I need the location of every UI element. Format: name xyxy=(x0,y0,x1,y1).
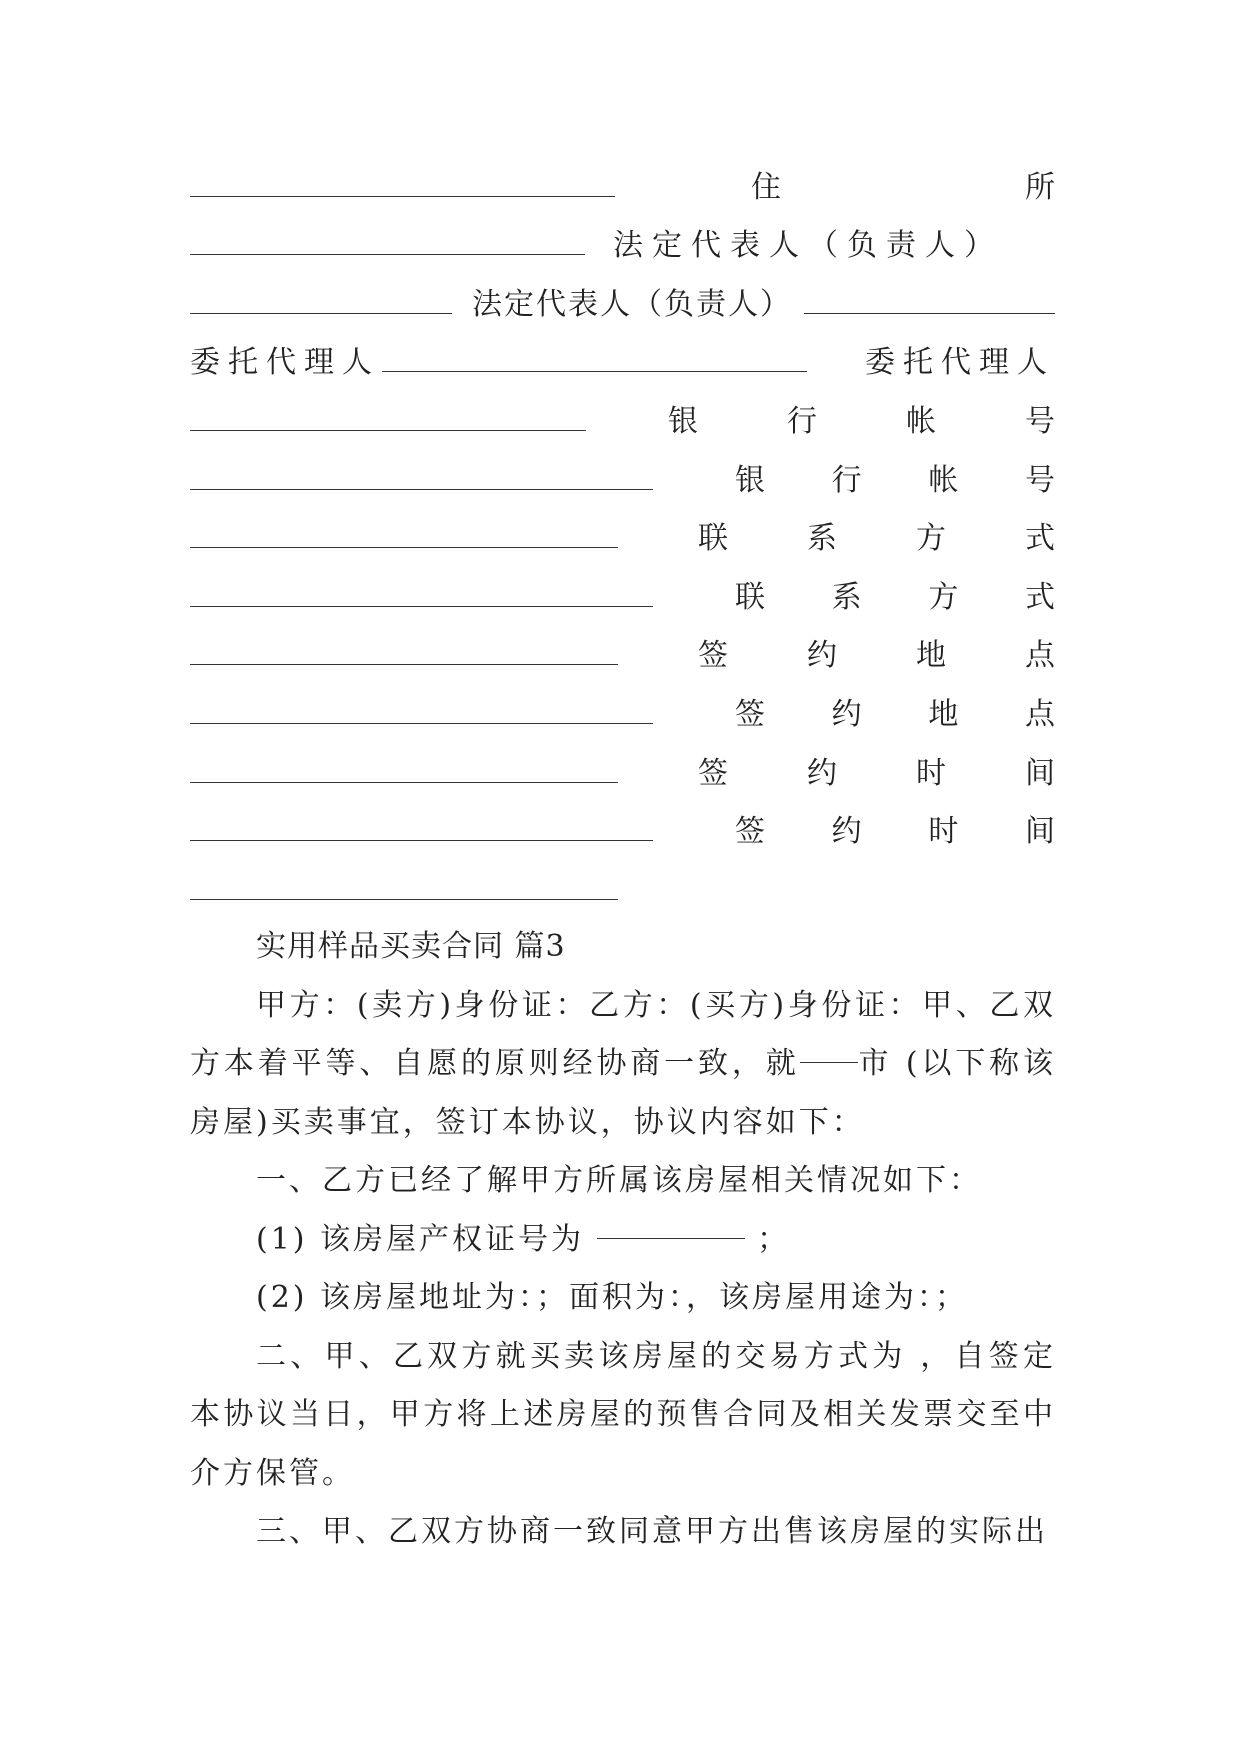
form-row-address xyxy=(190,152,1055,211)
label-agent: 委托代理人 xyxy=(190,345,380,381)
blank-line xyxy=(190,489,653,490)
blank-line xyxy=(190,196,615,197)
blank-line xyxy=(190,782,618,783)
form-row-legal-rep-2 xyxy=(190,269,1055,328)
label-sign-place-2: 签 约 地 点 xyxy=(735,696,1055,732)
paragraph-intro: 甲方：(卖方)身份证：乙方：(买方)身份证：甲、乙双方本着平等、自愿的原则经协商一致，就 市 (以下称该房屋)买卖事宜，签订本协议，协议内容如下： xyxy=(190,987,1057,1140)
form-row-bank-account xyxy=(190,386,1055,445)
label-contact-2: 联 系 方 式 xyxy=(735,579,1055,615)
blank-line xyxy=(190,840,653,841)
form-row-trailing-blank xyxy=(190,855,1055,914)
party-info-form xyxy=(190,152,1055,914)
blank-line xyxy=(190,547,618,548)
blank-line xyxy=(190,430,586,431)
paragraph-clause-1-2: (2) 该房屋地址为：；面积为：，该房屋用途为：； xyxy=(256,1280,969,1315)
label-contact: 联 系 方 式 xyxy=(698,521,1055,557)
blank-line xyxy=(382,371,807,372)
paragraph-clause-1: 一、乙方已经了解甲方所属该房屋相关情况如下： xyxy=(256,1163,982,1198)
blank-line xyxy=(190,606,653,607)
label-legal-rep: 法定代表人（负责人） xyxy=(613,228,1003,264)
paragraph-clause-2: 二、甲、乙双方就买卖该房屋的交易方式为 ，自签定本协议当日，甲方将上述房屋的预售合同及相关发票交至中介方保管。 xyxy=(190,1338,1056,1491)
inline-blank xyxy=(800,1062,858,1063)
blank-line xyxy=(190,723,653,724)
form-row-sign-place-2 xyxy=(190,679,1055,738)
form-row-sign-time xyxy=(190,738,1055,797)
blank-line xyxy=(804,313,1055,314)
form-row-agent xyxy=(190,328,1055,387)
label-sign-time: 签 约 时 间 xyxy=(698,755,1055,791)
label-bank-account: 银 行 帐 号 xyxy=(668,403,1055,439)
contract-body xyxy=(190,918,1056,1562)
label-bank-account-2: 银 行 帐 号 xyxy=(735,462,1055,498)
label-sign-place: 签 约 地 点 xyxy=(698,638,1055,674)
blank-line xyxy=(190,254,585,255)
form-row-bank-account-2 xyxy=(190,445,1055,504)
paragraph-clause-3: 三、甲、乙双方协商一致同意甲方出售该房屋的实际出 xyxy=(256,1514,1048,1549)
form-row-legal-rep xyxy=(190,211,1055,270)
form-row-contact-2 xyxy=(190,562,1055,621)
label-sign-time-2: 签 约 时 间 xyxy=(735,814,1055,850)
inline-blank xyxy=(597,1238,745,1239)
blank-line xyxy=(190,899,618,900)
section-title: 实用样品买卖合同 篇3 xyxy=(256,929,566,964)
form-row-sign-time-2 xyxy=(190,797,1055,856)
form-row-sign-place xyxy=(190,621,1055,680)
blank-line xyxy=(190,664,618,665)
form-row-contact xyxy=(190,504,1055,563)
paragraph-clause-1-1: (1) 该房屋产权证号为 ； xyxy=(256,1221,791,1257)
label-address: 住 所 xyxy=(751,169,1055,205)
label-legal-rep-2: 法定代表人（负责人） xyxy=(472,286,792,322)
label-agent-2: 委托代理人 xyxy=(865,345,1055,381)
blank-line xyxy=(190,313,452,314)
